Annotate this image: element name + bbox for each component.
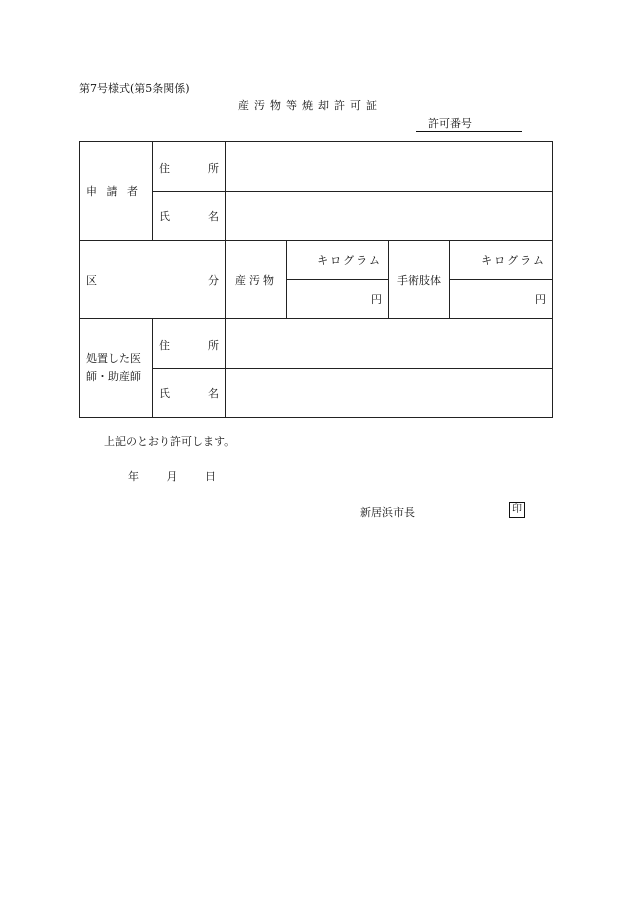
- seal-mark: 印: [509, 502, 525, 518]
- surgical-label: 手術肢体: [397, 273, 441, 287]
- practitioner-label-cell: [80, 319, 153, 418]
- category-label-char: 区: [86, 273, 97, 287]
- category-kg-row: [80, 241, 553, 280]
- practitioner-name-value[interactable]: [226, 369, 553, 418]
- surgical-kg-cell[interactable]: [450, 241, 553, 280]
- name-label-char: 名: [208, 387, 219, 400]
- issuer-title: 新居浜市長: [360, 506, 415, 519]
- date-day-label: 日: [205, 470, 216, 483]
- date-month-label: 月: [166, 470, 178, 483]
- issue-date: [128, 468, 216, 484]
- waste-kg-unit: キログラム: [317, 254, 382, 267]
- closing-statement: 上記のとおり許可します。: [104, 435, 236, 448]
- category-label-char: 分: [208, 273, 219, 287]
- applicant-label-char: 請: [106, 185, 118, 198]
- applicant-address-row: [80, 142, 553, 192]
- surgical-yen-cell[interactable]: [450, 280, 553, 319]
- applicant-address-label-cell: [153, 142, 226, 192]
- applicant-name-label-cell: [153, 192, 226, 241]
- applicant-label-cell: [80, 142, 153, 241]
- surgical-yen-unit: 円: [535, 293, 546, 306]
- date-year-label: 年: [128, 470, 139, 483]
- practitioner-address-label-cell: [153, 319, 226, 369]
- applicant-name-value[interactable]: [226, 192, 553, 241]
- surgical-kg-unit: キログラム: [481, 254, 546, 267]
- name-label-char: 氏: [159, 387, 170, 400]
- waste-kg-cell[interactable]: [287, 241, 389, 280]
- permit-form-table: [79, 141, 553, 418]
- waste-label-cell: [226, 241, 287, 319]
- form-number-label: 第7号様式(第5条関係): [79, 82, 190, 95]
- permit-number-label: 許可番号: [428, 117, 472, 130]
- waste-yen-unit: 円: [371, 293, 382, 306]
- document-title: 産汚物等焼却許可証: [238, 99, 382, 112]
- address-label-char: 所: [208, 339, 219, 352]
- name-label-char: 氏: [159, 210, 170, 223]
- applicant-label-char: 者: [127, 185, 138, 198]
- category-label-cell: [80, 241, 226, 319]
- practitioner-label-line2: 師・助産師: [86, 370, 141, 383]
- permit-number-field: [416, 118, 522, 132]
- applicant-label-char: 申: [86, 185, 97, 198]
- surgical-label-cell: [389, 241, 450, 319]
- applicant-address-value[interactable]: [226, 142, 553, 192]
- practitioner-name-label-cell: [153, 369, 226, 418]
- address-label-char: 住: [159, 339, 170, 352]
- address-label-char: 所: [208, 162, 219, 175]
- address-label-char: 住: [159, 162, 170, 175]
- waste-yen-cell[interactable]: [287, 280, 389, 319]
- practitioner-address-value[interactable]: [226, 319, 553, 369]
- practitioner-address-row: [80, 319, 553, 369]
- waste-label: 産汚物: [235, 273, 277, 287]
- name-label-char: 名: [208, 210, 219, 223]
- practitioner-label-line1: 処置した医: [86, 352, 141, 365]
